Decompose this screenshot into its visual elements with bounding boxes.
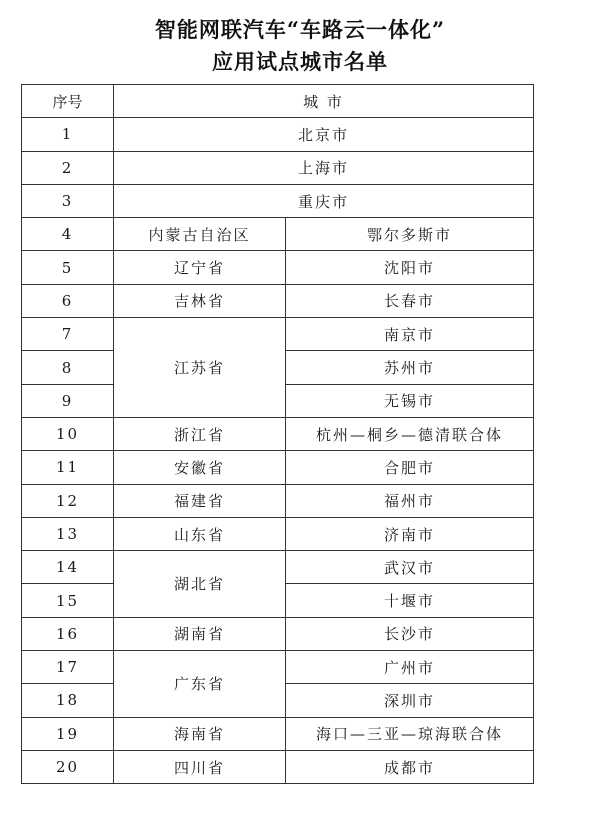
serial-number-cell: 13 xyxy=(22,517,114,550)
serial-number-cell: 3 xyxy=(22,184,114,217)
serial-number-cell: 12 xyxy=(22,484,114,517)
serial-number-cell: 2 xyxy=(22,151,114,184)
serial-number-cell: 18 xyxy=(22,684,114,717)
city-cell: 沈阳市 xyxy=(286,251,534,284)
province-cell: 湖南省 xyxy=(114,617,286,650)
province-cell: 福建省 xyxy=(114,484,286,517)
table-row xyxy=(22,184,534,217)
header-serial-number: 序号 xyxy=(22,85,114,118)
pilot-cities-table xyxy=(21,84,534,784)
province-cell: 内蒙古自治区 xyxy=(114,218,286,251)
document-title-line1: 智能网联汽车“车路云一体化” xyxy=(154,17,446,42)
serial-number-cell: 20 xyxy=(22,750,114,783)
city-cell: 海口—三亚—琼海联合体 xyxy=(286,717,534,750)
table-row xyxy=(22,451,534,484)
serial-number-cell: 5 xyxy=(22,251,114,284)
serial-number-cell: 11 xyxy=(22,451,114,484)
table-row xyxy=(22,318,534,351)
serial-number-cell: 14 xyxy=(22,551,114,584)
serial-number-cell: 10 xyxy=(22,417,114,450)
city-cell: 北京市 xyxy=(114,118,534,151)
serial-number-cell: 19 xyxy=(22,717,114,750)
city-cell: 鄂尔多斯市 xyxy=(286,218,534,251)
city-cell: 重庆市 xyxy=(114,184,534,217)
table-row xyxy=(22,218,534,251)
serial-number-cell: 15 xyxy=(22,584,114,617)
serial-number-cell: 9 xyxy=(22,384,114,417)
city-cell: 长沙市 xyxy=(286,617,534,650)
table-row xyxy=(22,284,534,317)
serial-number-cell: 8 xyxy=(22,351,114,384)
province-cell: 浙江省 xyxy=(114,417,286,450)
province-cell: 四川省 xyxy=(114,750,286,783)
city-cell: 福州市 xyxy=(286,484,534,517)
document-title-line2: 应用试点城市名单 xyxy=(212,49,388,74)
city-cell: 上海市 xyxy=(114,151,534,184)
province-cell: 广东省 xyxy=(114,651,286,718)
serial-number-cell: 1 xyxy=(22,118,114,151)
table-row xyxy=(22,617,534,650)
serial-number-cell: 6 xyxy=(22,284,114,317)
city-cell: 十堰市 xyxy=(286,584,534,617)
table-row xyxy=(22,484,534,517)
table-row xyxy=(22,118,534,151)
city-cell: 南京市 xyxy=(286,318,534,351)
table-row xyxy=(22,517,534,550)
city-cell: 广州市 xyxy=(286,651,534,684)
table-row xyxy=(22,251,534,284)
city-cell: 杭州—桐乡—德清联合体 xyxy=(286,417,534,450)
city-cell: 合肥市 xyxy=(286,451,534,484)
table-row xyxy=(22,551,534,584)
city-cell: 深圳市 xyxy=(286,684,534,717)
province-cell: 安徽省 xyxy=(114,451,286,484)
city-cell: 无锡市 xyxy=(286,384,534,417)
province-cell: 湖北省 xyxy=(114,551,286,618)
province-cell: 山东省 xyxy=(114,517,286,550)
province-cell: 吉林省 xyxy=(114,284,286,317)
table-row xyxy=(22,750,534,783)
serial-number-cell: 4 xyxy=(22,218,114,251)
table-row xyxy=(22,417,534,450)
table-row xyxy=(22,151,534,184)
serial-number-cell: 16 xyxy=(22,617,114,650)
province-cell: 辽宁省 xyxy=(114,251,286,284)
table-row xyxy=(22,717,534,750)
serial-number-cell: 7 xyxy=(22,318,114,351)
city-cell: 成都市 xyxy=(286,750,534,783)
table-row xyxy=(22,651,534,684)
city-cell: 长春市 xyxy=(286,284,534,317)
province-cell: 海南省 xyxy=(114,717,286,750)
city-cell: 济南市 xyxy=(286,517,534,550)
header-city: 城 市 xyxy=(114,85,534,118)
serial-number-cell: 17 xyxy=(22,651,114,684)
table-header-row xyxy=(22,85,534,118)
city-cell: 苏州市 xyxy=(286,351,534,384)
province-cell: 江苏省 xyxy=(114,318,286,418)
city-cell: 武汉市 xyxy=(286,551,534,584)
